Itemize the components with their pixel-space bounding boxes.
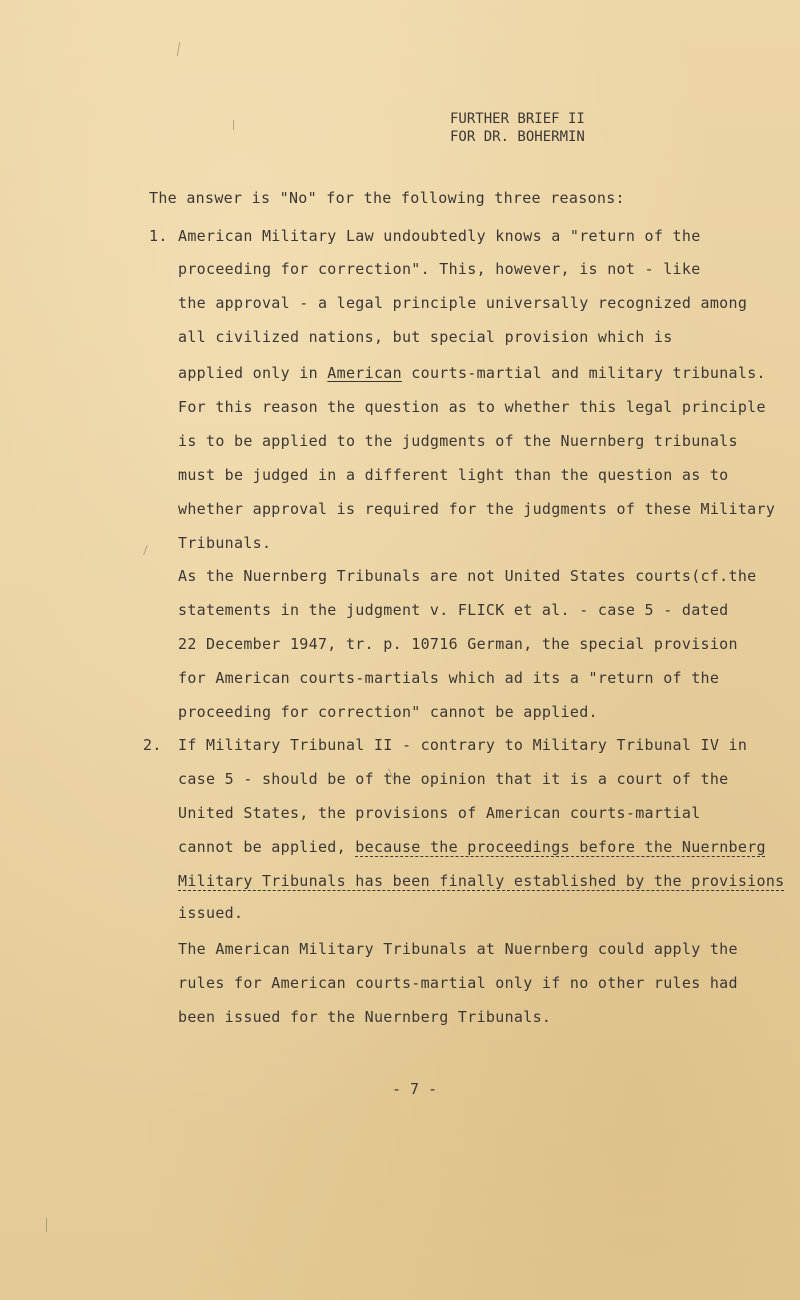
point2-line: United States, the provisions of American courts-martial <box>178 804 701 822</box>
stray-mark <box>177 42 180 56</box>
point2-line <box>178 840 766 855</box>
para2-line: As the Nuernberg Tribunals are not United States courts(cf.the <box>178 567 757 585</box>
doc-heading-line1: FURTHER BRIEF II <box>450 111 585 127</box>
point1-line: proceeding for correction". This, however, is not - like <box>178 260 701 278</box>
para2-line: statements in the judgment v. FLICK et al. - case 5 - dated <box>178 601 729 619</box>
stray-mark <box>143 545 147 555</box>
point1-line: For this reason the question as to whether this legal principle <box>178 398 766 416</box>
point1-line: is to be applied to the judgments of the Nuernberg tribunals <box>178 432 738 450</box>
point1-line: must be judged in a different light than the question as to <box>178 466 729 484</box>
point1-line: Tribunals. <box>178 534 272 552</box>
point2-line: If Military Tribunal II - contrary to Military Tribunal IV in <box>178 736 748 754</box>
point1-line: whether approval is required for the judgments of these Military <box>178 500 776 518</box>
para3-line: been issued for the Nuernberg Tribunals. <box>178 1008 552 1026</box>
point2-line <box>178 874 785 889</box>
para2-line: proceeding for correction" cannot be applied. <box>178 703 598 721</box>
para2-line: for American courts-martials which ad its a "return of the <box>178 669 720 687</box>
doc-heading-line2: FOR DR. BOHERMIN <box>450 129 585 145</box>
page-number: - 7 - <box>392 1080 438 1098</box>
para3-line: rules for American courts-martial only if no other rules had <box>178 974 738 992</box>
para2-line: 22 December 1947, tr. p. 10716 German, the special provision <box>178 635 738 653</box>
point1-line-part: applied only in <box>178 364 328 382</box>
stray-mark <box>233 120 234 130</box>
para3-line: The American Military Tribunals at Nuernberg could apply the <box>178 940 738 958</box>
underlined-tribunals: Military Tribunals has been finally established by the provisions <box>178 872 785 890</box>
underlined-american: American <box>327 364 402 382</box>
point2-line: issued. <box>178 904 244 922</box>
intro-text: The answer is "No" for the following three reasons: <box>149 189 625 207</box>
point2-number: 2. <box>143 736 162 754</box>
stray-mark <box>46 1218 47 1232</box>
point2-line: case 5 - should be of the opinion that it is a court of the <box>178 770 729 788</box>
point2-line-part: cannot be applied, <box>178 838 356 856</box>
point1-line: American Military Law undoubtedly knows a "return of the <box>178 227 701 245</box>
point1-line <box>178 366 766 381</box>
point1-line: the approval - a legal principle universally recognized among <box>178 294 748 312</box>
point1-line: all civilized nations, but special provision which is <box>178 328 673 346</box>
underlined-proceedings: because the proceedings before the Nuernberg <box>355 838 766 856</box>
point1-number: 1. <box>149 227 168 245</box>
point1-line-part: courts-martial and military tribunals. <box>401 364 766 382</box>
